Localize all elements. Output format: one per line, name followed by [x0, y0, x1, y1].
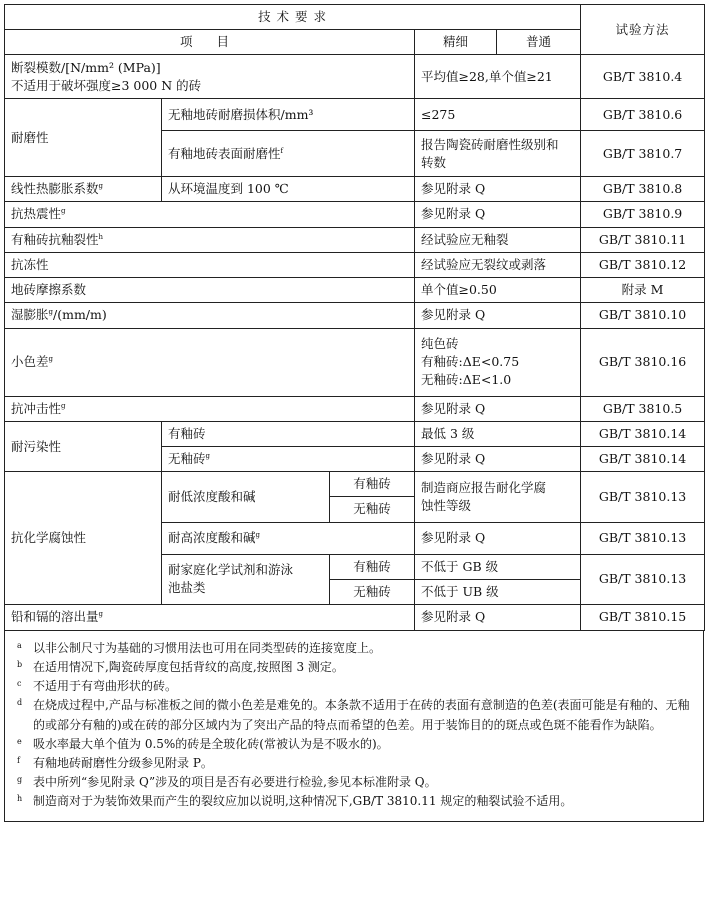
lead-cell	[5, 604, 415, 630]
mor-req: 平均值≥28,单个值≥21	[415, 55, 581, 99]
footnote-text: 有釉地砖耐磨性分级参见附录 P。	[33, 755, 213, 770]
chem-low-method: GB/T 3810.13	[581, 472, 705, 522]
frost-label: 抗冻性	[5, 252, 415, 277]
lead-req: 参见附录 Q	[415, 604, 581, 630]
footnote-mark: g	[255, 530, 260, 539]
footnote-mark: g	[61, 207, 66, 216]
row-abrasion-unglazed	[5, 99, 705, 131]
footnote-letter: b	[17, 659, 23, 669]
stain-glazed-method: GB/T 3810.14	[581, 422, 705, 447]
crazing-req: 经试验应无釉裂	[415, 227, 581, 252]
test-method-header: 试验方法	[581, 5, 705, 55]
stain-unglazed-req: 参见附录 Q	[415, 447, 581, 472]
footnote-mark: g	[98, 182, 103, 191]
color-diff-req-line3: 无釉砖:ΔE<1.0	[421, 372, 512, 388]
abrasion-glazed-req	[415, 131, 581, 177]
item-header: 项 目	[5, 30, 415, 55]
crazing-method: GB/T 3810.11	[581, 227, 705, 252]
impact-method: GB/T 3810.5	[581, 396, 705, 421]
row-chem-low-glazed	[5, 472, 705, 497]
footnote-letter: g	[17, 775, 23, 785]
abrasion-unglazed-label: 无釉地砖耐磨损体积/mm³	[162, 99, 415, 131]
normal-header: 普通	[497, 30, 581, 55]
chem-high-method: GB/T 3810.13	[581, 522, 705, 554]
moisture-cell	[5, 302, 415, 328]
moisture-method: GB/T 3810.10	[581, 302, 705, 328]
footnote	[17, 735, 693, 754]
chem-low-req	[415, 472, 581, 522]
mor-label	[5, 55, 415, 99]
friction-method: 附录 M	[581, 277, 705, 302]
chem-house-unglazed-req: 不低于 UB 级	[415, 579, 581, 604]
color-diff-req-line2: 有釉砖:ΔE<0.75	[421, 354, 520, 370]
abrasion-label: 耐磨性	[5, 99, 162, 177]
thermal-shock-req: 参见附录 Q	[415, 202, 581, 227]
chem-high-label: 耐高浓度酸和碱	[168, 529, 256, 545]
lead-method: GB/T 3810.15	[581, 604, 705, 630]
footnote-letter: h	[17, 794, 23, 804]
standard-page	[4, 4, 704, 822]
chem-low-req-line1: 制造商应报告耐化学腐	[421, 479, 547, 495]
chem-high-req: 参见附录 Q	[415, 522, 581, 554]
row-frost	[5, 252, 705, 277]
color-diff-cell	[5, 328, 415, 396]
stain-unglazed-label: 无釉砖	[168, 451, 206, 467]
footnote-mark: g	[61, 401, 66, 410]
moisture-label: 湿膨胀	[11, 307, 49, 323]
row-thermal-shock	[5, 202, 705, 227]
stain-glazed-req: 最低 3 级	[415, 422, 581, 447]
requirements-table	[4, 4, 705, 631]
thermal-exp-req: 参见附录 Q	[415, 177, 581, 202]
footnote	[17, 792, 693, 811]
color-diff-label: 小色差	[11, 354, 49, 370]
footnote-mark: g	[48, 355, 53, 364]
abrasion-glazed-cell	[162, 131, 415, 177]
footnote	[17, 773, 693, 792]
footnote-letter: d	[17, 698, 23, 708]
footnote	[17, 754, 693, 773]
thermal-exp-cell	[5, 177, 162, 202]
footnote-mark: g	[98, 610, 103, 619]
footnote-text: 在烧成过程中,产品与标准板之间的微小色差是难免的。本条款不适用于在砖的表面有意制造的色差(表面可能是有釉的、无釉的或部分有釉的)或在砖的部分区域内为了突出产品的特点而希望的色差。用于装饰目的的斑点或色斑不能看作为缺陷。	[33, 698, 690, 732]
chemical-label: 抗化学腐蚀性	[5, 472, 162, 605]
footnote-mark: g	[48, 308, 53, 317]
fine-header: 精细	[415, 30, 497, 55]
tech-req-header: 技 术 要 求	[5, 5, 581, 30]
footnote-mark: h	[98, 232, 104, 241]
abrasion-unglazed-req: ≤275	[415, 99, 581, 131]
footnote-letter: c	[17, 679, 22, 689]
mor-label-line2: 不适用于破坏强度≥3 000 N 的砖	[11, 77, 202, 93]
thermal-exp-label: 线性热膨胀系数	[11, 181, 99, 197]
footnote-text: 吸水率最大单个值为 0.5%的砖是全玻化砖(常被认为是不吸水的)。	[33, 736, 389, 751]
chem-house-unglazed: 无釉砖	[330, 579, 415, 604]
abrasion-glazed-label: 有釉地砖表面耐磨性	[168, 145, 281, 161]
impact-label: 抗冲击性	[11, 400, 62, 416]
color-diff-req	[415, 328, 581, 396]
stain-unglazed-method: GB/T 3810.14	[581, 447, 705, 472]
friction-label: 地砖摩擦系数	[5, 277, 415, 302]
chem-low-req-line2: 蚀性等级	[421, 497, 472, 513]
row-moisture	[5, 302, 705, 328]
chem-house-glazed: 有釉砖	[330, 554, 415, 579]
thermal-shock-method: GB/T 3810.9	[581, 202, 705, 227]
impact-cell	[5, 396, 415, 421]
row-lead	[5, 604, 705, 630]
footnote-letter: f	[17, 755, 20, 765]
thermal-exp-method: GB/T 3810.8	[581, 177, 705, 202]
chem-high-cell	[162, 522, 415, 554]
color-diff-method: GB/T 3810.16	[581, 328, 705, 396]
stain-glazed-label: 有釉砖	[162, 422, 415, 447]
footnote-text: 不适用于有弯曲形状的砖。	[33, 679, 178, 694]
mor-label-line1: 断裂模数/[N/mm² (MPa)]	[11, 59, 161, 75]
footnote	[17, 639, 693, 658]
chem-low-glazed: 有釉砖	[330, 472, 415, 497]
chem-low-unglazed: 无釉砖	[330, 497, 415, 522]
chem-house-method: GB/T 3810.13	[581, 554, 705, 604]
chem-low-label: 耐低浓度酸和碱	[162, 472, 330, 522]
thermal-exp-sub: 从环境温度到 100 ℃	[162, 177, 415, 202]
footnote-text: 制造商对于为装饰效果而产生的裂纹应加以说明,这种情况下,GB/T 3810.11 规定的釉裂试验不适用。	[33, 794, 573, 809]
row-impact	[5, 396, 705, 421]
chem-house-label	[162, 554, 330, 604]
footnote-mark: g	[205, 451, 210, 460]
abrasion-glazed-req-line1: 报告陶瓷砖耐磨性级别和	[421, 136, 559, 152]
footnotes	[4, 631, 704, 823]
row-stain-glazed	[5, 422, 705, 447]
crazing-cell	[5, 227, 415, 252]
footnote-mark: f	[280, 146, 284, 155]
moisture-req: 参见附录 Q	[415, 302, 581, 328]
footnote-text: 以非公制尺寸为基础的习惯用法也可用在同类型砖的连接宽度上。	[33, 640, 382, 655]
footnote-text: 在适用情况下,陶瓷砖厚度包括背纹的高度,按照图 3 测定。	[33, 659, 344, 674]
frost-req: 经试验应无裂纹或剥落	[415, 252, 581, 277]
row-friction	[5, 277, 705, 302]
footnote-letter: a	[17, 640, 22, 650]
friction-req: 单个值≥0.50	[415, 277, 581, 302]
abrasion-unglazed-method: GB/T 3810.6	[581, 99, 705, 131]
impact-req: 参见附录 Q	[415, 396, 581, 421]
stain-unglazed-cell	[162, 447, 415, 472]
row-thermal-exp	[5, 177, 705, 202]
color-diff-req-line1: 纯色砖	[421, 336, 459, 352]
footnote	[17, 658, 693, 677]
mor-method: GB/T 3810.4	[581, 55, 705, 99]
moisture-unit: /(mm/m)	[53, 307, 107, 323]
header-row-1	[5, 5, 705, 30]
footnote-letter: e	[17, 736, 22, 746]
row-color-diff	[5, 328, 705, 396]
row-crazing	[5, 227, 705, 252]
frost-method: GB/T 3810.12	[581, 252, 705, 277]
crazing-label: 有釉砖抗釉裂性	[11, 231, 99, 247]
abrasion-glazed-method: GB/T 3810.7	[581, 131, 705, 177]
row-mor	[5, 55, 705, 99]
lead-label: 铅和镉的溶出量	[11, 609, 99, 625]
chem-house-label-line1: 耐家庭化学试剂和游泳	[168, 562, 294, 577]
footnote	[17, 677, 693, 696]
chem-house-label-line2: 池盐类	[168, 580, 206, 596]
footnote-text: 表中所列“参见附录 Q”涉及的项目是否有必要进行检验,参见本标准附录 Q。	[33, 775, 437, 790]
footnote	[17, 696, 693, 734]
chem-house-glazed-req: 不低于 GB 级	[415, 554, 581, 579]
thermal-shock-cell	[5, 202, 415, 227]
stain-label: 耐污染性	[5, 422, 162, 472]
abrasion-glazed-req-line2: 转数	[421, 154, 447, 170]
thermal-shock-label: 抗热震性	[11, 206, 62, 222]
